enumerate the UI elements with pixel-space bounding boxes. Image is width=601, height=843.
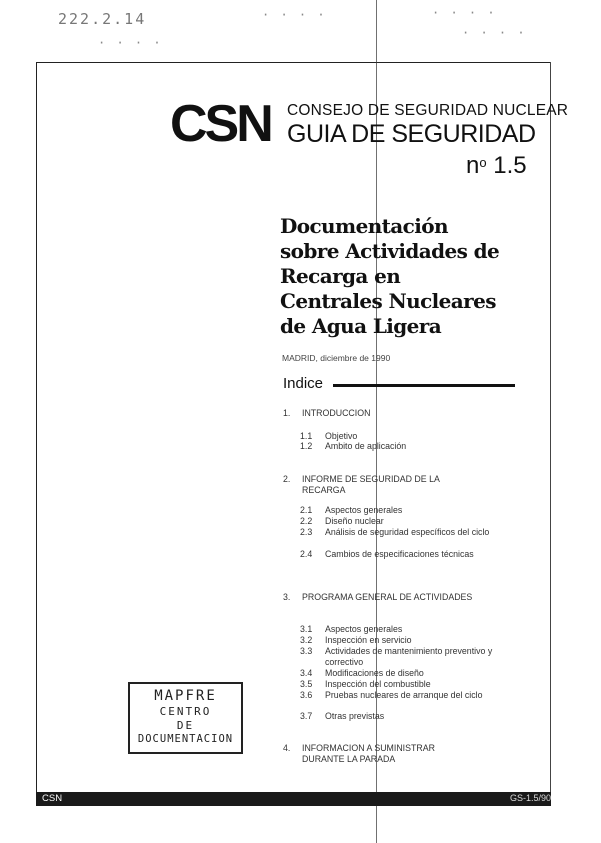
- toc-subsection-number: 3.5: [300, 679, 313, 689]
- toc-subsection-title: Aspectos generales: [325, 624, 403, 634]
- toc-section-title: INTRODUCCION: [302, 408, 371, 418]
- toc-section-title: INFORME DE SEGURIDAD DE LA RECARGA: [302, 474, 440, 495]
- page-frame-right: [550, 62, 551, 792]
- toc-subsection-number: 3.3: [300, 646, 313, 656]
- csn-logo: CSN: [170, 95, 271, 153]
- toc-subsection-number: 2.2: [300, 516, 313, 526]
- index-rule: [333, 384, 515, 387]
- page-frame-top: [36, 62, 551, 63]
- title-line: Recarga en: [280, 264, 401, 288]
- handwritten-note: · · · ·: [98, 36, 163, 50]
- handwritten-note: 222.2.14: [58, 10, 147, 28]
- toc-subsection-title: Pruebas nucleares de arranque del ciclo: [325, 690, 483, 700]
- page-frame-left: [36, 62, 37, 792]
- guide-number-prefix: n: [466, 152, 480, 179]
- title-line: Documentación: [280, 214, 448, 238]
- toc-subsection-number: 3.2: [300, 635, 313, 645]
- title-line: sobre Actividades de: [280, 239, 500, 263]
- publication-date: MADRID, diciembre de 1990: [282, 353, 391, 363]
- toc-subsection-number: 3.6: [300, 690, 313, 700]
- toc-subsection-title: Ambito de aplicación: [325, 441, 407, 451]
- toc-subsection-title: Modificaciones de diseño: [325, 668, 424, 678]
- toc-subsection-title: Objetivo: [325, 431, 358, 441]
- library-stamp: [128, 682, 243, 754]
- toc-subsection-title: Otras previstas: [325, 711, 385, 721]
- toc-subsection-number: 2.1: [300, 505, 313, 515]
- guide-number-sup: o: [479, 155, 487, 170]
- toc-subsection-number: 2.3: [300, 527, 313, 537]
- toc-section-title: PROGRAMA GENERAL DE ACTIVIDADES: [302, 592, 473, 602]
- stamp-line: CENTRO: [159, 705, 212, 718]
- guide-number-value: 1.5: [493, 152, 527, 179]
- title-line: de Agua Ligera: [280, 314, 442, 338]
- footer-code: GS-1.5/90: [510, 793, 552, 803]
- toc-subsection-number: 3.7: [300, 711, 313, 721]
- toc-subsection-number: 2.4: [300, 549, 313, 559]
- handwritten-note: · · · ·: [432, 6, 497, 20]
- document-type: GUIA DE SEGURIDAD: [287, 120, 536, 148]
- title-line: Centrales Nucleares: [280, 289, 496, 313]
- stamp-line: DE: [176, 719, 195, 732]
- toc-subsection-title: Actividades de mantenimiento preventivo y correctivo: [325, 646, 493, 667]
- footer-bar: [36, 792, 551, 806]
- toc-subsection-number: 3.4: [300, 668, 313, 678]
- toc-subsection-title: Cambios de especificaciones técnicas: [325, 549, 474, 559]
- toc-section-title: INFORMACION A SUMINISTRAR DURANTE LA PARADA: [302, 743, 435, 764]
- toc-subsection-title: Inspección en servicio: [325, 635, 412, 645]
- toc-subsection-title: Análisis de seguridad específicos del ciclo: [325, 527, 490, 537]
- toc-subsection-number: 3.1: [300, 624, 313, 634]
- toc-section-number: 2.: [283, 474, 291, 484]
- guide-number: [466, 154, 527, 178]
- index-heading: Indice: [283, 375, 324, 392]
- footer-publisher: CSN: [42, 793, 63, 804]
- handwritten-note: · · · ·: [262, 8, 327, 22]
- organization-name: CONSEJO DE SEGURIDAD NUCLEAR: [287, 102, 569, 119]
- toc-subsection-title: Aspectos generales: [325, 505, 403, 515]
- toc-subsection-title: Diseño nuclear: [325, 516, 384, 526]
- handwritten-note: · · · ·: [462, 26, 527, 40]
- toc-subsection-title: Inspección del combustible: [325, 679, 431, 689]
- document-title: [280, 214, 499, 339]
- stamp-line: MAPFRE: [154, 688, 217, 704]
- toc-section-number: 4.: [283, 743, 291, 753]
- toc-section-number: 3.: [283, 592, 291, 602]
- toc-subsection-number: 1.2: [300, 441, 313, 451]
- toc-subsection-number: 1.1: [300, 431, 313, 441]
- stamp-line: DOCUMENTACION: [137, 733, 234, 745]
- toc-section-number: 1.: [283, 408, 291, 418]
